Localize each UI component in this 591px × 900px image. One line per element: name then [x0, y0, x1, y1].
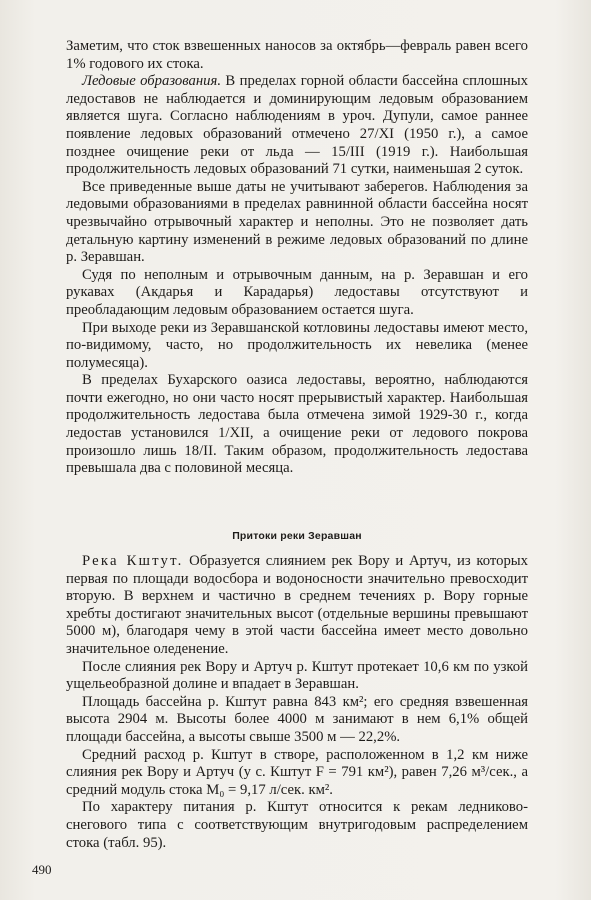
paragraph-text: Площадь бассейна р. Кштут равна 843 км²; его средняя взвешенная высота 2904 м. Высоты более 4000 м занимают в нем 6,1% общей площади бассейна, а высоты свыше 3500 м — 22,2%.	[66, 693, 528, 745]
section-heading: Притоки реки Зеравшан	[232, 530, 362, 542]
paragraph-ice-formations	[66, 73, 528, 179]
paragraph-text: Судя по неполным и отрывочным данным, на р. Зеравшан и его рукавах (Акдарья и Карадарья) ледоставы отсутствуют и преобладающим ледовым образованием остается шуга.	[66, 266, 528, 318]
paragraph-basin-exit	[66, 320, 528, 373]
paragraph-mean-discharge	[66, 747, 528, 800]
paragraph-bukhara-oasis	[66, 372, 528, 478]
lower-text-block	[66, 553, 528, 852]
paragraph-kshtut-river	[66, 553, 528, 659]
paragraph-lead-kshtut: Река Кштут.	[82, 553, 184, 569]
paragraph-suspended-sediment	[66, 38, 528, 73]
upper-text-block	[66, 38, 528, 478]
paragraph-text: В пределах горной области бассейна сплошных ледоставов не наблюдается и доминирующим ледовым образованием является шуга. Согласно наблюдениям в уроч. Дупули, самое раннее появление ледовых образований отмечено 27/XI (1950 г.), а самое позднее очищение реки от льда — 15/III (1919 г.). Наибольшая продолжительность ледовых образований 71 сутки, наименьшая 2 суток.	[66, 73, 528, 178]
paragraph-text: После слияния рек Вору и Артуч р. Кштут протекает 10,6 км по узкой ущельеобразной долине и впадает в Зеравшан.	[66, 658, 528, 693]
paragraph-confluence	[66, 659, 528, 694]
paragraph-text: По характеру питания р. Кштут относится к рекам ледниково-снегового типа с соответствующим внутригодовым распределением стока (табл. 95).	[66, 799, 528, 851]
paragraph-observations	[66, 179, 528, 267]
page-number: 490	[32, 862, 52, 877]
paragraph-text: Заметим, что сток взвешенных наносов за октябрь—февраль равен всего 1% годового их стока.	[66, 38, 528, 72]
paragraph-text: Образуется слиянием рек Вору и Артуч, из которых первая по площади водосбора и водоносности значительно превосходит вторую. В верхнем и частично в среднем течениях р. Вору горные хребты достигают значительных высот (отдельные вершины превышают 5000 м), благодаря чему в этой части бассейна имеет место довольно значительное оледенение.	[66, 553, 528, 657]
paragraph-text: При выходе реки из Зеравшанской котловины ледоставы имеют место, по-видимому, часто, но продолжительность их невелика (менее полумесяца).	[66, 319, 528, 371]
paragraph-basin-area	[66, 694, 528, 747]
paragraph-text: Средний расход р. Кштут в створе, расположенном в 1,2 км ниже слияния рек Вору и Артуч (у с. Кштут F = 791 км²), равен 7,26 м³/сек., а средний модуль стока M₀ = 9,17 л/сек. км².	[66, 746, 528, 798]
paragraph-text: В пределах Бухарского оазиса ледоставы, вероятно, наблюдаются почти ежегодно, но они часто носят прерывистый характер. Наибольшая продолжительность ледостава была отмечена зимой 1929-30 г., когда ледостав установился 1/XII, а очищение реки от ледового покрова произошло лишь 18/II. Таким образом, продолжительность ледостава превышала два с половиной месяца.	[66, 372, 528, 477]
paragraph-lead-ice-formations: Ледовые образования.	[82, 73, 221, 90]
paragraph-feeding-type	[66, 799, 528, 852]
paragraph-text: Все приведенные выше даты не учитывают заберегов. Наблюдения за ледовыми образованиями в пределах равнинной области бассейна носят чрезвычайно отрывочный характер и неполны. Это не позволяет дать детальную картину изменений в режиме ледовых образований по длине р. Зеравшан.	[66, 178, 528, 266]
paragraph-branches	[66, 267, 528, 320]
